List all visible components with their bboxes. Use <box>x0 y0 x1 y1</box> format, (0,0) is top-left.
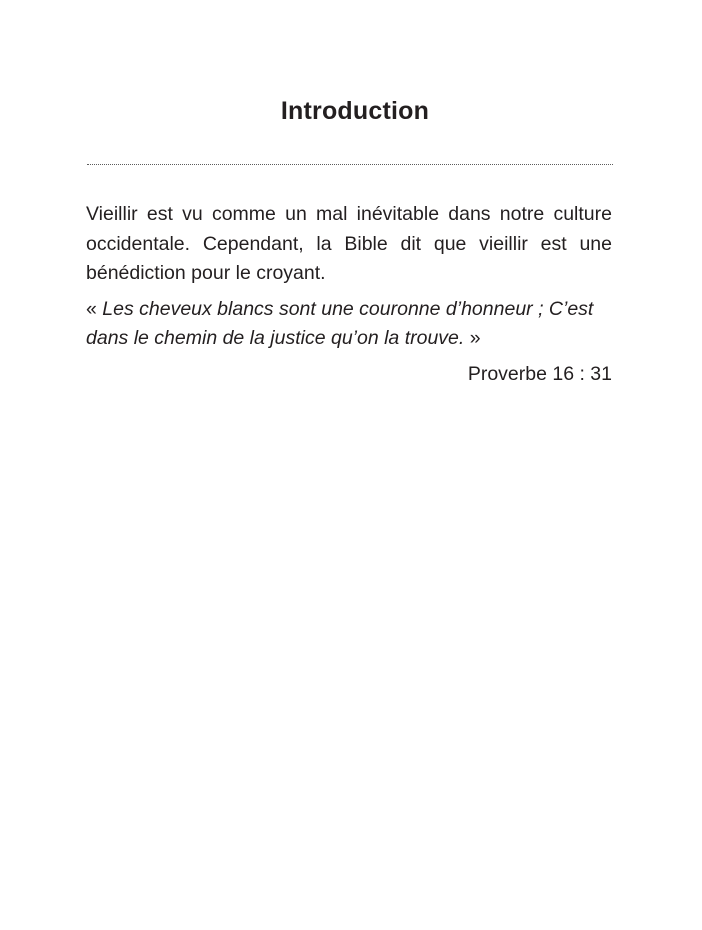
quote-close-mark: » <box>464 327 481 349</box>
page-title: Introduction <box>280 97 430 125</box>
intro-paragraph: Vieillir est vu comme un mal inévitable dans notre culture occidentale. Cependant, la Bible dit que vieillir est une bénédiction pour le croyant. <box>86 203 612 284</box>
body-text <box>86 200 612 389</box>
quote-reference: Proverbe 16 : 31 <box>467 362 612 385</box>
dotted-divider <box>87 164 613 165</box>
quote-open-mark: « <box>86 297 103 320</box>
bible-quote <box>86 295 612 354</box>
quote-text: Les cheveux blancs sont une couronne d’honneur ; C’est dans le chemin de la justice qu’on la trouve. <box>86 297 594 349</box>
